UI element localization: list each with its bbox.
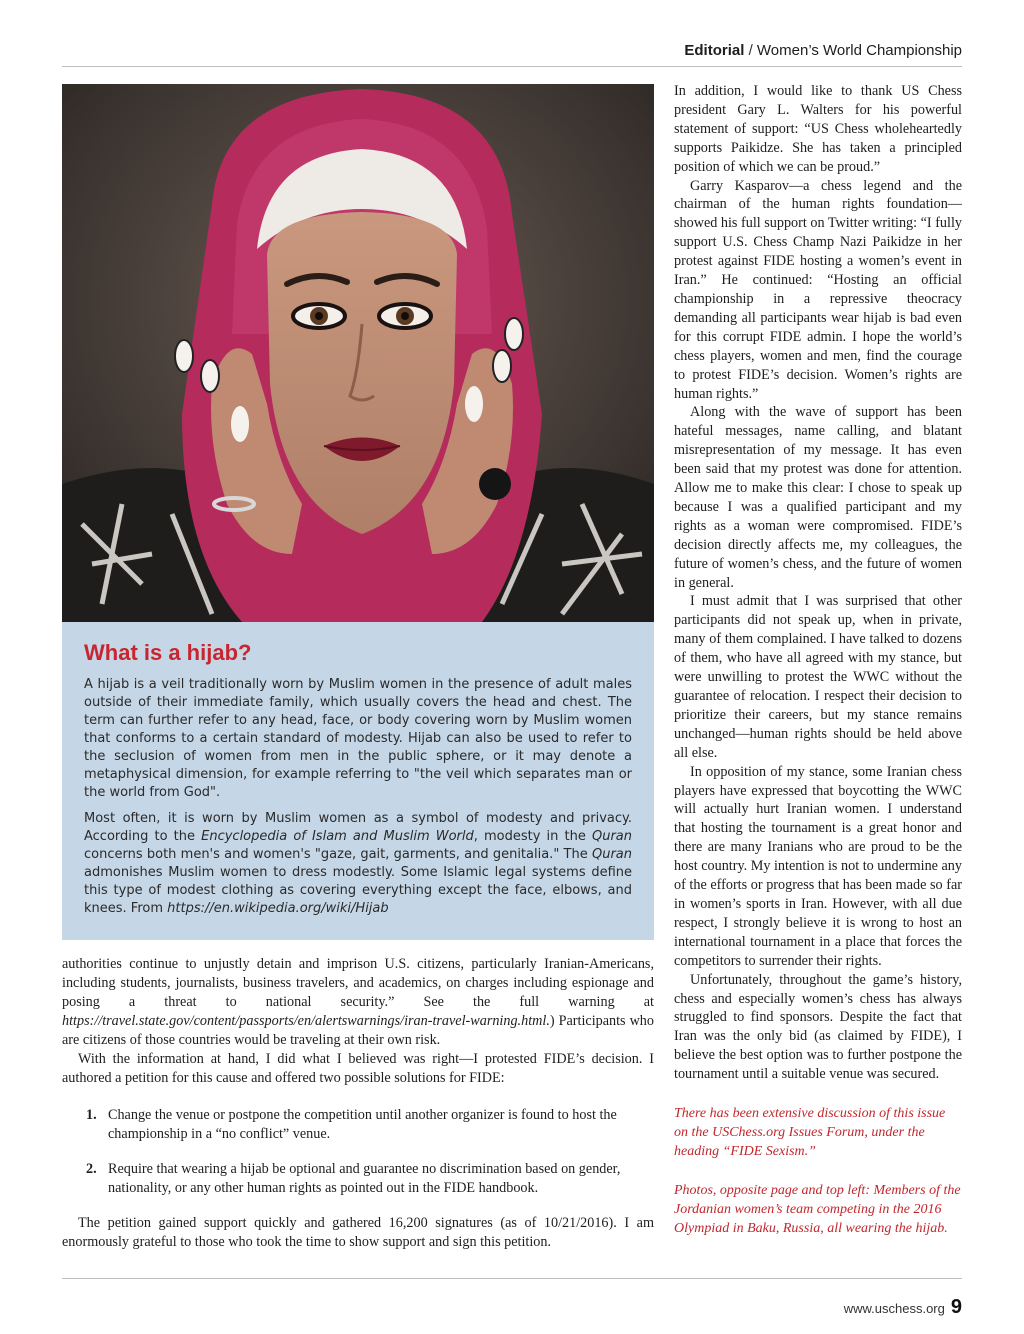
- left-paragraph-3: The petition gained support quickly and gathered 16,200 signatures (as of 10/21/2016). I am enormously grateful to those who took the time to show support and sign this petition.: [62, 1215, 654, 1250]
- header-subsection: Women’s World Championship: [756, 42, 962, 59]
- list-item: 1. Change the venue or postpone the competition until another organizer is found to host the championship in a “no conflict” venue.: [86, 1107, 617, 1142]
- sidebar-paragraph-1: A hijab is a veil traditionally worn by Muslim women in the presence of adult males outside of their immediate family, which usually covers the head and chest. The term can further refer to any head, face, or body covering worn by Muslim women that conforms to a certain standard of modesty. Hijab can also be used to refer to the seclusion of women from men in the public sphere, or it may denote a metaphysical dimension, for example referring to "the veil which separates man or the world from God".: [84, 677, 632, 800]
- right-paragraph-4: I must admit that I was surprised that other participants did not speak up, when in private, many of them complained. I have talked to dozens of them, who have all agreed with my stance, but were unwilling to protest the WWC without the guarantee of relocation. I respect their decision to prioritize their careers, but my stance remains unchanged—human rights should be held above all else.: [674, 593, 962, 761]
- page-number: 9: [950, 1296, 962, 1318]
- sidebar-title: What is a hijab?: [84, 640, 252, 665]
- running-header: [62, 36, 962, 67]
- portrait-photo: [62, 84, 654, 622]
- wikipedia-link[interactable]: https://en.wikipedia.org/wiki/Hijab: [167, 901, 389, 916]
- right-column-text: [674, 82, 962, 1238]
- left-paragraph-1: authorities continue to unjustly detain and imprison U.S. citizens, particularly Iranian-Americans, including students, journalists, business travelers, and academics, on charges including espionage and posing a threat to national security.” See the full warning at https://travel.state.gov/content/passports/en/alertswarnings/iran-travel-warning.html.) Participants who are citizens of those countries would be traveling at their own risk.: [62, 956, 654, 1048]
- photo-caption: Photos, opposite page and top left: Members of the Jordanian women’s team competing in the 2016 Olympiad in Baku, Russia, all wearing the hijab.: [674, 1183, 961, 1237]
- page-footer: [844, 1296, 962, 1319]
- footer-divider: [62, 1278, 962, 1279]
- header-separator: /: [748, 42, 753, 59]
- solutions-list: [62, 1106, 654, 1198]
- right-paragraph-2: Garry Kasparov—a chess legend and the chairman of the human rights foundation—showed his full support on Twitter writing: “I fully support U.S. Chess Champ Nazi Paikidze in her protest against FIDE hosting a women’s event in Iran.” He continued: “Hosting an official championship in a repressive theocracy demanding all participants wear hijab is bad even for this corrupt FIDE admin. I hope the world’s chess players, women and men, find the courage to protest FIDE’s decision. Women’s rights are human rights.”: [674, 177, 962, 402]
- site-url[interactable]: www.uschess.org: [843, 1301, 945, 1316]
- right-paragraph-6: Unfortunately, throughout the game’s history, chess and especially women’s chess has always struggled to find sponsors. Despite the fact that Iran was the only bid (as claimed by FIDE), I believe the best option was to further postpone the tournament until a suitable venue was secured.: [674, 971, 962, 1083]
- left-column-text: [62, 955, 654, 1252]
- forum-caption: There has been extensive discussion of this issue on the USChess.org Issues Forum, under the heading “FIDE Sexism.”: [674, 1106, 946, 1160]
- right-paragraph-5: In opposition of my stance, some Iranian chess players have expressed that boycotting the WWC will actually hurt Iranian women. I understand that hosting the tournament is a great honor and there are many Iranians who are proud to be the host country. My intention is not to undermine any of the efforts or progress that has been made so far in women’s sports in Iran. However, with all due respect, I strongly believe it is wrong to host an international tournament in a place that forces the competitors to surrender their rights.: [674, 763, 962, 969]
- portrait-illustration: [62, 84, 654, 622]
- left-paragraph-2: With the information at hand, I did what I believed was right—I protested FIDE’s decision. I authored a petition for this cause and offered two possible solutions for FIDE:: [62, 1051, 654, 1086]
- sidebar-paragraph-2: Most often, it is worn by Muslim women as a symbol of modesty and privacy. According to the Encyclopedia of Islam and Muslim World, modesty in the Quran concerns both men's and women's "gaze, gait, garments, and genitalia." The Quran admonishes Muslim women to dress modestly. Some Islamic legal systems define this type of modest clothing as covering everything except the face, elbows, and knees. From https://en.wikipedia.org/wiki/Hijab: [84, 811, 633, 916]
- travel-warning-link[interactable]: https://travel.state.gov/content/passports/en/alertswarnings/iran-travel-warning.html.: [62, 1013, 550, 1029]
- right-paragraph-1: In addition, I would like to thank US Chess president Gary L. Walters for his powerful statement of support: “US Chess wholeheartedly supports Paikidze. She has taken a principled position of which we can be proud.”: [674, 83, 962, 175]
- right-paragraph-3: Along with the wave of support has been hateful messages, name calling, and blatant misrepresentation of my message. It has even been said that my protest was done for attention. Allow me to make this clear: I chose to speak up because I was a qualified participant and my rights as a woman were compromised. FIDE’s decision directly affects me, my colleagues, the future of women’s chess, and the future of women in general.: [674, 404, 962, 591]
- header-section: Editorial: [684, 42, 745, 59]
- list-item: 2. Require that wearing a hijab be optional and guarantee no discrimination based on gender, nationality, or any other human rights as pointed out in the FIDE handbook.: [86, 1161, 621, 1196]
- hijab-sidebar: [62, 622, 654, 940]
